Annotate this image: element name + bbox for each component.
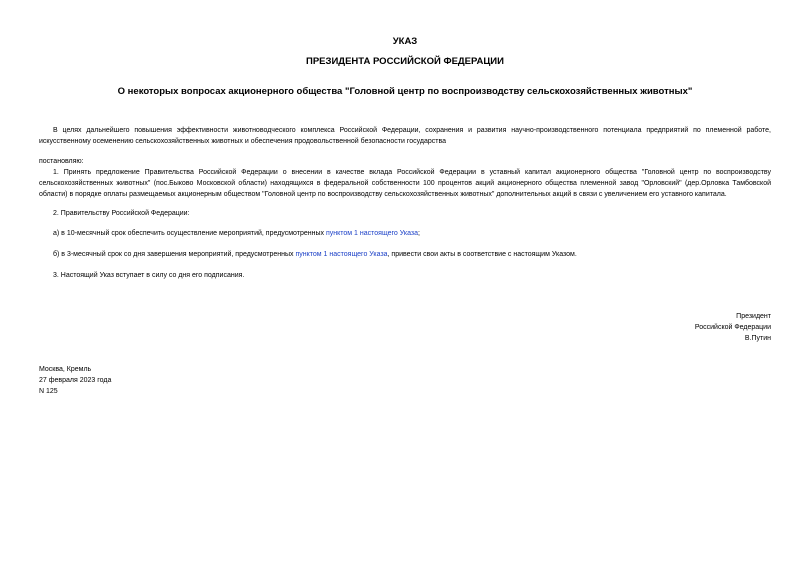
decree-number: N 125: [39, 388, 58, 395]
signature-name: В.Путин: [744, 335, 771, 342]
item-3-paragraph: 3. Настоящий Указ вступает в силу со дня его подписания.: [53, 272, 245, 279]
preamble-paragraph: В целях дальнейшего повышения эффективности животноводческого комплекса Российской Федерации, сохранения и развития научно-производственного потенциала предприятий по племенной работе, искусственному осеменению сельскохозяйственных животных и обеспечения продовольственной безопасности государства: [39, 127, 771, 145]
item-2b-paragraph: [39, 249, 771, 260]
place-date-block: [39, 364, 111, 397]
item-2a-suffix: ;: [418, 230, 420, 237]
signing-date: 27 февраля 2023 года: [39, 377, 112, 384]
item-2a-link[interactable]: пунктом 1 настоящего Указа: [325, 230, 419, 237]
item-2b-suffix: , привести свои акты в соответствие с настоящим Указом.: [387, 251, 577, 258]
decree-subject-title: О некоторых вопросах акционерного общества "Головной центр по воспроизводству сельскохозяйственных животных": [117, 86, 693, 97]
item-2a-paragraph: [39, 228, 771, 239]
signature-country: Российской Федерации: [694, 324, 771, 331]
item-1-paragraph: 1. Принять предложение Правительства Российской Федерации о внесении в качестве вклада Российской Федерации в уставный капитал акционерного общества "Головной центр по воспроизводству сельскохозяйственных животных" (пос.Быково Московской области) находящихся в федеральной собственности 100 процентов акций акционерного общества племенной завод "Орловский" (дер.Орловка Тамбовской области) в порядке оплаты размещаемых акционерным обществом "Головной центр по воспроизводству сельскохозяйственных животных" дополнительных акций в связи с увеличением его уставного капитала.: [39, 169, 771, 198]
item-2a-text: а) в 10-месячный срок обеспечить осуществление мероприятий, предусмотренных: [53, 230, 326, 237]
item-2b-text: б) в 3-месячный срок со дня завершения мероприятий, предусмотренных: [53, 251, 296, 258]
signature-position: Президент: [736, 313, 771, 320]
resolve-paragraph: постановляю:: [39, 158, 84, 165]
document-type-title: УКАЗ: [392, 36, 418, 47]
issuer-title: ПРЕЗИДЕНТА РОССИЙСКОЙ ФЕДЕРАЦИИ: [306, 56, 504, 67]
signing-place: Москва, Кремль: [39, 366, 92, 373]
item-2-paragraph: 2. Правительству Российской Федерации:: [53, 210, 190, 217]
signature-block: [695, 311, 771, 344]
item-2b-link[interactable]: пунктом 1 настоящего Указа: [295, 251, 388, 258]
